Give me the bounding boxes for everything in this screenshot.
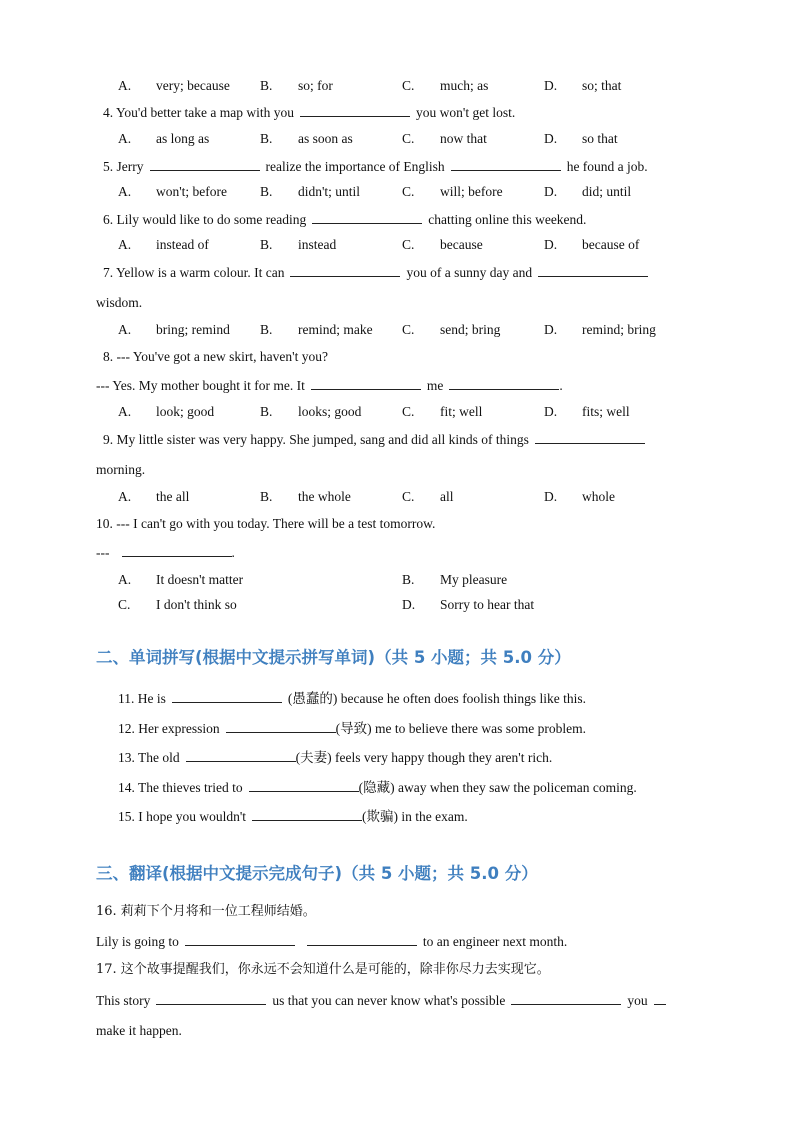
- q15-text: (欺骗) in the exam.: [362, 809, 468, 824]
- q7-option-a: bring; remind: [156, 322, 230, 337]
- q16-text: to an engineer next month.: [422, 934, 568, 949]
- option-letter: A.: [118, 78, 132, 93]
- q8-blank-1[interactable]: [311, 376, 421, 390]
- q5-text: realize the importance of English: [265, 159, 445, 174]
- q6-option-d: because of: [582, 237, 640, 252]
- q3-option-a: very; because: [156, 78, 230, 93]
- option-letter: A.: [118, 572, 132, 587]
- q4-text: 4. You'd better take a map with you: [103, 105, 295, 120]
- option-letter: A.: [118, 489, 132, 504]
- q16-blank-2[interactable]: [307, 932, 417, 946]
- q5-text: he found a job.: [566, 159, 648, 174]
- q9-option-b: the whole: [298, 489, 351, 504]
- option-letter: C.: [402, 184, 415, 199]
- option-letter: A.: [118, 184, 132, 199]
- q4-option-a: as long as: [156, 131, 210, 146]
- q6-option-c: because: [440, 237, 483, 252]
- option-letter: D.: [544, 322, 558, 337]
- q7-text: you of a sunny day and: [406, 265, 533, 280]
- q14-text: 14. The thieves tried to: [118, 780, 243, 795]
- q8-option-b: looks; good: [298, 404, 362, 419]
- option-letter: B.: [260, 131, 273, 146]
- q8-option-c: fit; well: [440, 404, 483, 419]
- q3-option-d: so; that: [582, 78, 622, 93]
- q3-option-b: so; for: [298, 78, 333, 93]
- q17-text: us that you can never know what's possible: [272, 993, 506, 1008]
- q7-blank-2[interactable]: [538, 263, 648, 277]
- option-letter: B.: [260, 237, 273, 252]
- q17-blank-3[interactable]: [654, 991, 666, 1005]
- q7-text-continued: wisdom.: [96, 295, 143, 310]
- q16-chinese: 16. 莉莉下个月将和一位工程师结婚。: [96, 904, 316, 919]
- option-letter: D.: [544, 489, 558, 504]
- q8-blank-2[interactable]: [449, 376, 559, 390]
- q4-option-b: as soon as: [298, 131, 353, 146]
- q7-option-b: remind; make: [298, 322, 373, 337]
- q5-option-c: will; before: [440, 184, 503, 199]
- option-letter: C.: [402, 131, 415, 146]
- option-letter: C.: [402, 78, 415, 93]
- q10-reply: [96, 543, 235, 562]
- option-letter: D.: [544, 184, 558, 199]
- question-13: [118, 748, 552, 767]
- q6-blank[interactable]: [312, 210, 422, 224]
- q10-blank[interactable]: [122, 543, 232, 557]
- question-11: [118, 689, 586, 708]
- q3-option-c: much; as: [440, 78, 489, 93]
- q10-option-c: I don't think so: [156, 597, 237, 612]
- question-9: [103, 430, 651, 449]
- q9-text: 9. My little sister was very happy. She jumped, sang and did all kinds of things: [103, 432, 529, 447]
- option-letter: C.: [402, 489, 415, 504]
- q12-text: (导致) me to believe there was some problem.: [335, 721, 587, 736]
- option-letter: B.: [260, 78, 273, 93]
- question-12: [118, 719, 586, 738]
- q6-text: chatting online this weekend.: [428, 212, 587, 227]
- q17-text: This story: [96, 993, 151, 1008]
- q5-option-d: did; until: [582, 184, 632, 199]
- q11-text: (愚蠢的) because he often does foolish things like this.: [287, 691, 586, 706]
- q4-option-c: now that: [440, 131, 487, 146]
- question-8: 8. --- You've got a new skirt, haven't you?: [103, 349, 328, 364]
- question-4: [103, 103, 515, 122]
- q8-option-d: fits; well: [582, 404, 630, 419]
- q17-text: you: [627, 993, 648, 1008]
- section-2-heading: 二、单词拼写(根据中文提示拼写单词)（共 5 小题；共 5.0 分）: [96, 648, 571, 667]
- option-letter: C.: [402, 237, 415, 252]
- q17-blank-1[interactable]: [156, 991, 266, 1005]
- q17-blank-2[interactable]: [511, 991, 621, 1005]
- q10-text: ---: [96, 545, 110, 560]
- option-letter: A.: [118, 404, 132, 419]
- q5-option-a: won't; before: [156, 184, 228, 199]
- q9-option-c: all: [440, 489, 454, 504]
- option-letter: B.: [402, 572, 415, 587]
- q4-text: you won't get lost.: [416, 105, 516, 120]
- question-5: [103, 157, 648, 176]
- q11-text: 11. He is: [118, 691, 166, 706]
- option-letter: C.: [402, 322, 415, 337]
- option-letter: B.: [260, 404, 273, 419]
- question-14: [118, 778, 637, 797]
- q7-blank-1[interactable]: [290, 263, 400, 277]
- q17-text-continued: make it happen.: [96, 1023, 182, 1038]
- q12-text: 12. Her expression: [118, 721, 220, 736]
- option-letter: A.: [118, 322, 132, 337]
- question-6: [103, 210, 586, 229]
- question-15: [118, 807, 468, 826]
- q13-blank[interactable]: [186, 748, 296, 762]
- q4-option-d: so that: [582, 131, 618, 146]
- q15-text: 15. I hope you wouldn't: [118, 809, 247, 824]
- option-letter: D.: [402, 597, 416, 612]
- q6-option-b: instead: [298, 237, 337, 252]
- q10-option-b: My pleasure: [440, 572, 508, 587]
- q8-text: --- Yes. My mother bought it for me. It: [96, 378, 305, 393]
- q9-blank[interactable]: [535, 430, 645, 444]
- q4-blank[interactable]: [300, 103, 410, 117]
- q8-text: .: [559, 378, 563, 393]
- question-7: [103, 263, 654, 282]
- q6-text: 6. Lily would like to do some reading: [103, 212, 307, 227]
- option-letter: B.: [260, 322, 273, 337]
- q5-option-b: didn't; until: [298, 184, 361, 199]
- q6-option-a: instead of: [156, 237, 209, 252]
- q9-option-d: whole: [582, 489, 615, 504]
- q16-blank-1[interactable]: [185, 932, 295, 946]
- q5-blank-1[interactable]: [150, 157, 260, 171]
- q12-blank[interactable]: [226, 719, 336, 733]
- q9-text-continued: morning.: [96, 462, 146, 477]
- q16-english: [96, 932, 567, 951]
- q15-blank[interactable]: [252, 807, 362, 821]
- q10-text: .: [231, 545, 235, 560]
- q8-text: me: [426, 378, 444, 393]
- option-letter: C.: [118, 597, 131, 612]
- option-letter: D.: [544, 404, 558, 419]
- q17-chinese: 17. 这个故事提醒我们，你永远不会知道什么是可能的，除非你尽力去实现它。: [96, 962, 550, 977]
- question-10: 10. --- I can't go with you today. There will be a test tomorrow.: [96, 516, 436, 531]
- section-3-heading: 三、翻译(根据中文提示完成句子)（共 5 小题；共 5.0 分）: [96, 864, 538, 883]
- q16-text: Lily is going to: [96, 934, 179, 949]
- q5-text: 5. Jerry: [103, 159, 144, 174]
- q7-text: 7. Yellow is a warm colour. It can: [103, 265, 285, 280]
- option-letter: D.: [544, 131, 558, 146]
- option-letter: D.: [544, 237, 558, 252]
- q5-blank-2[interactable]: [451, 157, 561, 171]
- option-letter: C.: [402, 404, 415, 419]
- q10-option-d: Sorry to hear that: [440, 597, 535, 612]
- q8-option-a: look; good: [156, 404, 215, 419]
- option-letter: A.: [118, 131, 132, 146]
- q9-option-a: the all: [156, 489, 190, 504]
- q14-text: (隐藏) away when they saw the policeman coming.: [358, 780, 637, 795]
- q8-reply: [96, 376, 563, 395]
- option-letter: D.: [544, 78, 558, 93]
- q13-text: (夫妻) feels very happy though they aren't rich.: [295, 750, 553, 765]
- q17-english: [96, 991, 672, 1010]
- q7-option-c: send; bring: [440, 322, 501, 337]
- option-letter: B.: [260, 184, 273, 199]
- q7-option-d: remind; bring: [582, 322, 656, 337]
- option-letter: A.: [118, 237, 132, 252]
- q10-option-a: It doesn't matter: [156, 572, 244, 587]
- q14-blank[interactable]: [249, 778, 359, 792]
- option-letter: B.: [260, 489, 273, 504]
- q11-blank[interactable]: [172, 689, 282, 703]
- q13-text: 13. The old: [118, 750, 180, 765]
